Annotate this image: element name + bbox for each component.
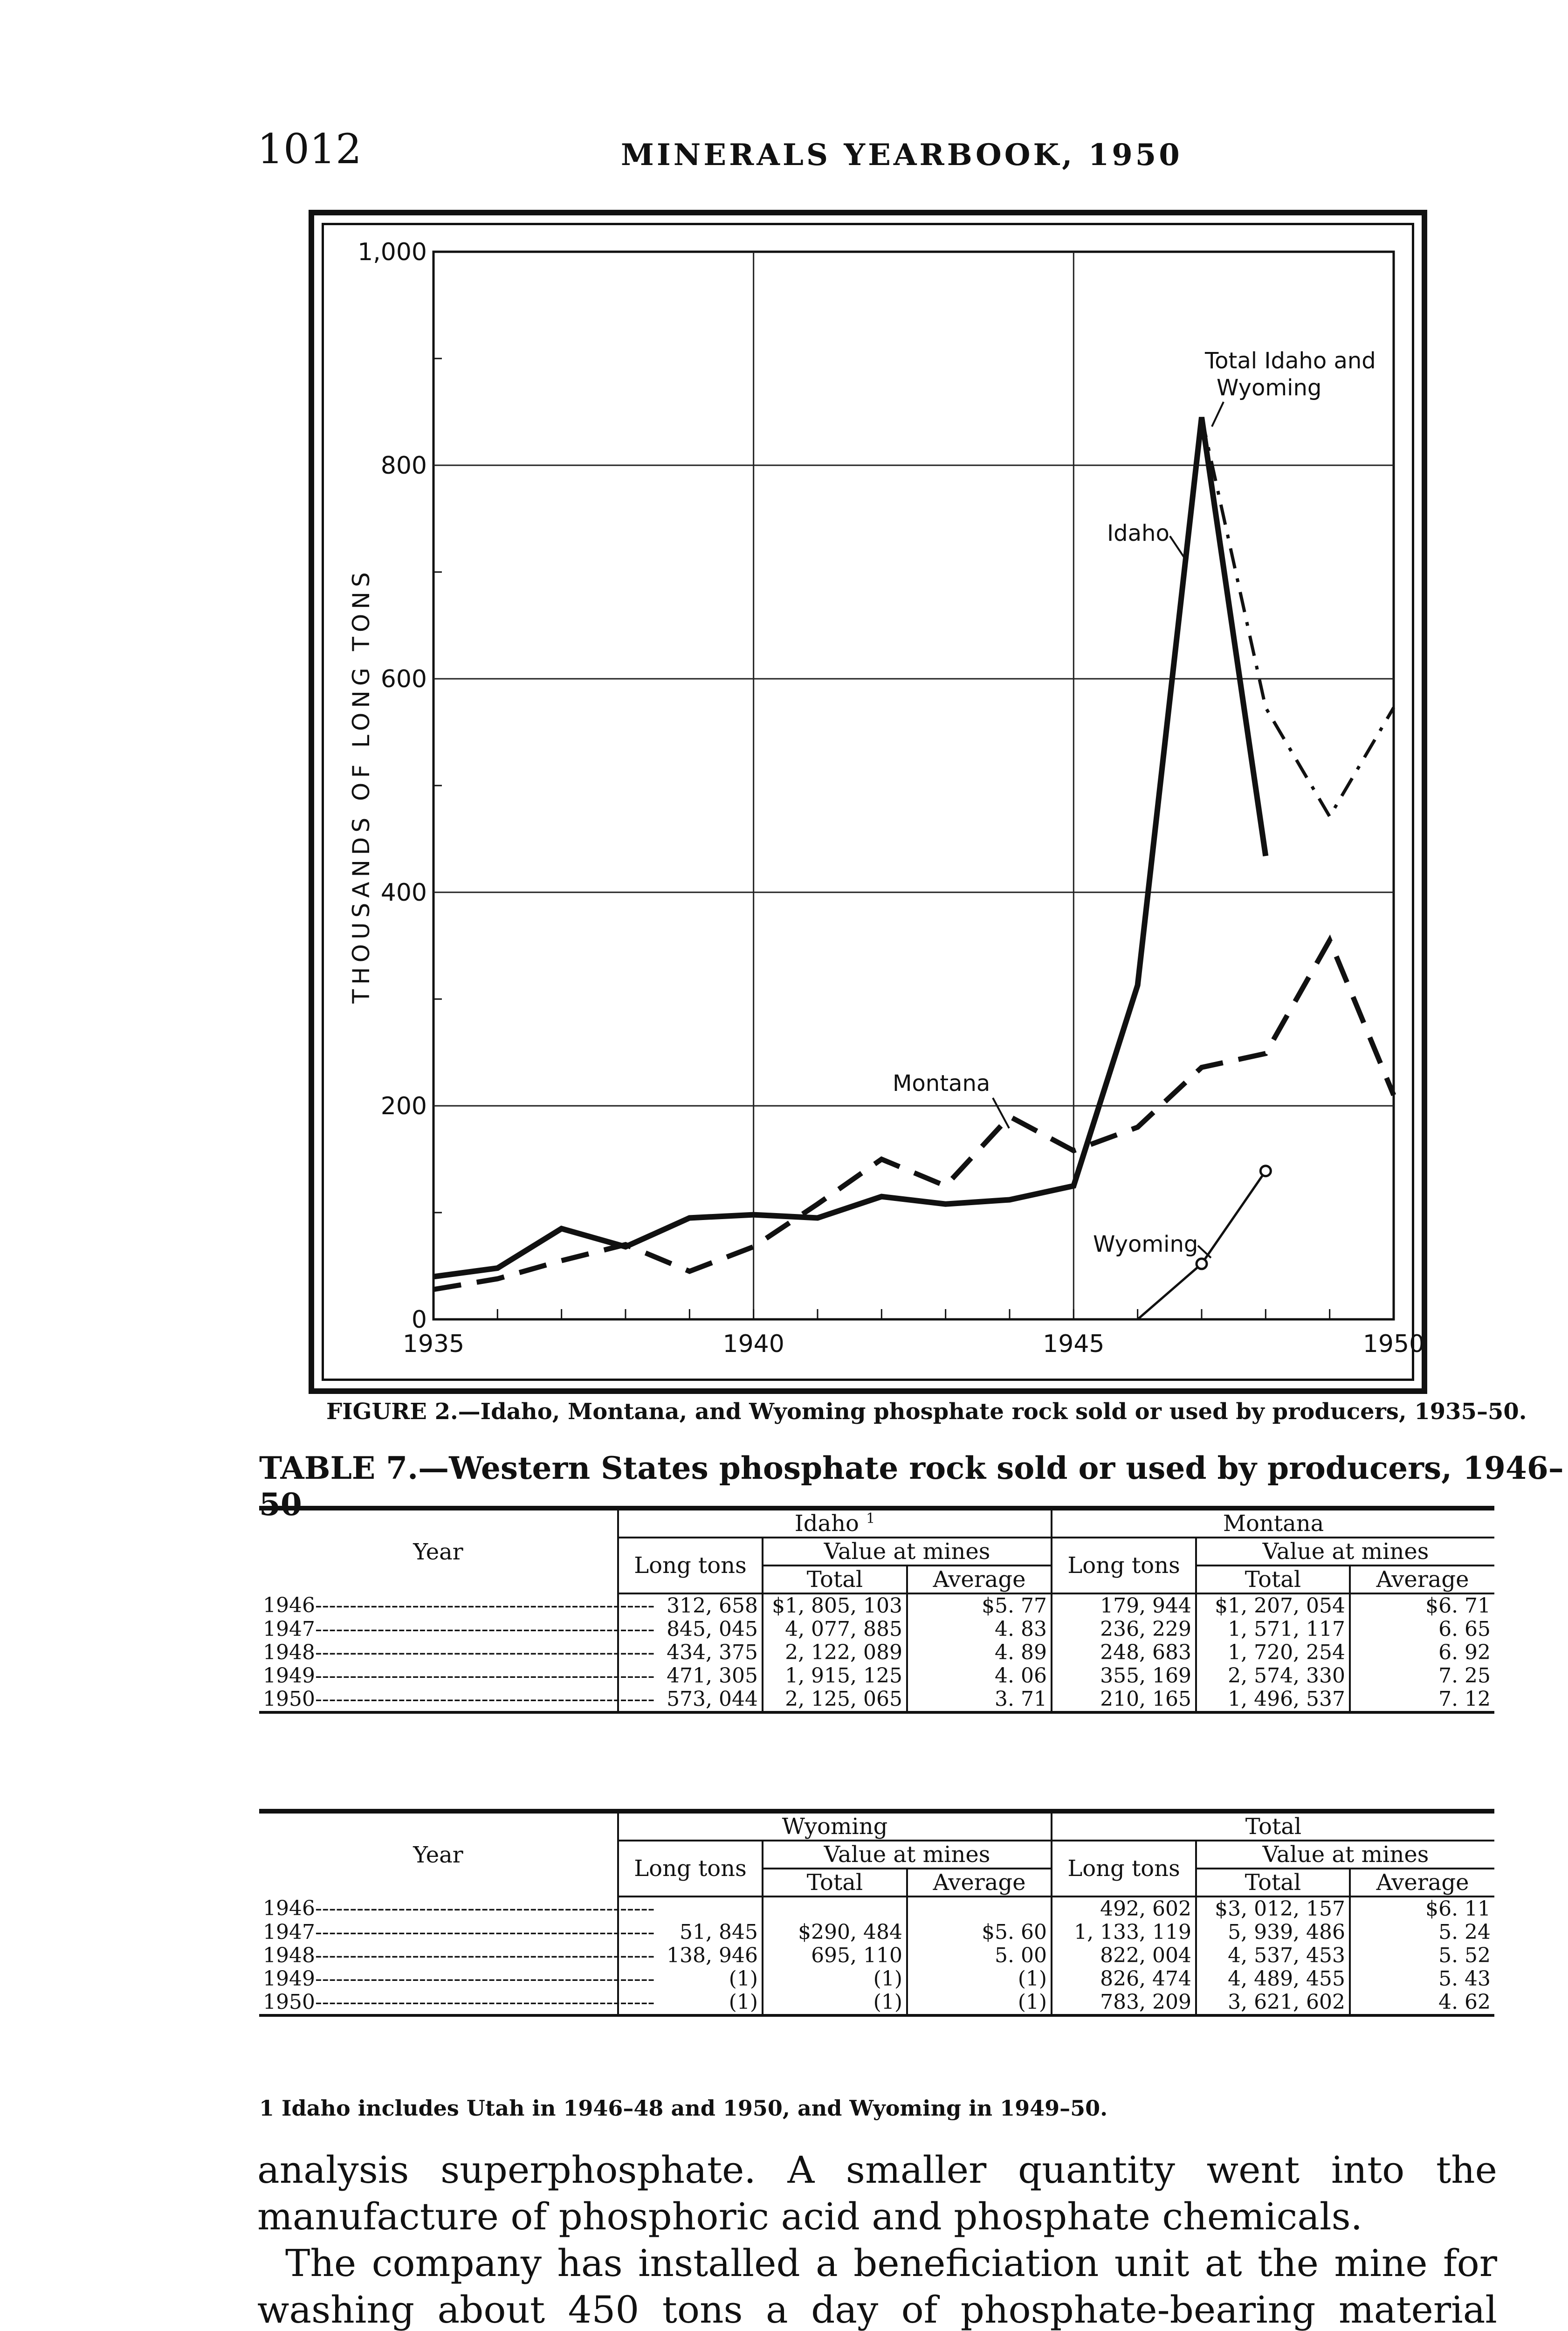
data-cell: 822, 004 xyxy=(1052,1944,1196,1967)
data-cell: 5. 00 xyxy=(907,1944,1052,1967)
body-text-1: analysis superphosphate. A smaller quantity went into the manufacture of phosphoric acid and phosphate chemicals. xyxy=(257,2148,1497,2238)
data-cell: 783, 209 xyxy=(1052,1991,1196,2015)
body-paragraph xyxy=(257,2147,1497,2331)
year-cell: 1947------------------------------------------------- xyxy=(263,1920,655,1944)
long-tons-header: Long tons xyxy=(618,1538,763,1593)
data-cell: 845, 045 xyxy=(618,1618,763,1641)
table-part-wyoming-total xyxy=(259,1809,1494,2017)
average-header: Average xyxy=(907,1869,1052,1897)
table-body-a xyxy=(259,1593,1494,1712)
leader-dots: ------------------------------------------------- xyxy=(315,1897,655,1920)
data-cell: 5. 24 xyxy=(1350,1921,1494,1944)
annotation-total-label: Total Idaho and xyxy=(1205,348,1376,374)
data-cell: $1, 805, 103 xyxy=(763,1593,907,1618)
data-cell: (1) xyxy=(618,1967,763,1991)
y-tick-label: 600 xyxy=(380,665,427,693)
data-cell: 4. 06 xyxy=(907,1664,1052,1688)
plot-area xyxy=(433,252,1394,1319)
year-cell: 1949------------------------------------------------- xyxy=(263,1664,655,1688)
data-cell: 6. 65 xyxy=(1350,1618,1494,1641)
data-cell: 695, 110 xyxy=(763,1944,907,1967)
leader-dots: ------------------------------------------------- xyxy=(315,1920,655,1944)
data-cell: 3. 71 xyxy=(907,1688,1052,1712)
data-cell: $290, 484 xyxy=(763,1921,907,1944)
data-cell xyxy=(907,1897,1052,1921)
data-cell: $3, 012, 157 xyxy=(1196,1897,1350,1921)
data-cell: 5. 43 xyxy=(1350,1967,1494,1991)
data-cell: 3, 621, 602 xyxy=(1196,1991,1350,2015)
long-tons-header: Long tons xyxy=(1052,1841,1196,1897)
long-tons-header: Long tons xyxy=(1052,1538,1196,1593)
table-part-idaho-montana xyxy=(259,1506,1494,1714)
group-header-wyoming: Wyoming xyxy=(618,1811,1052,1841)
data-cell: 1, 133, 119 xyxy=(1052,1921,1196,1944)
data-cell: 248, 683 xyxy=(1052,1641,1196,1664)
year-cell: 1949------------------------------------------------- xyxy=(263,1967,655,1991)
data-cell: 4, 077, 885 xyxy=(763,1618,907,1641)
data-cell: $6. 11 xyxy=(1350,1897,1494,1921)
figure-caption: FIGURE 2.—Idaho, Montana, and Wyoming phosphate rock sold or used by producers, 1935–50. xyxy=(326,1399,1527,1425)
leader-dots: ------------------------------------------------- xyxy=(315,1944,655,1967)
table-row xyxy=(259,1991,1494,2015)
total-header: Total xyxy=(1196,1869,1350,1897)
data-cell: $5. 77 xyxy=(907,1593,1052,1618)
average-header: Average xyxy=(907,1565,1052,1593)
data-cell: 4, 537, 453 xyxy=(1196,1944,1350,1967)
data-cell: 2, 574, 330 xyxy=(1196,1664,1350,1688)
data-cell: 4. 62 xyxy=(1350,1991,1494,2015)
leader-dots: ------------------------------------------------- xyxy=(315,1967,655,1991)
year-cell: 1950------------------------------------------------- xyxy=(259,1991,618,2015)
data-cell: 2, 122, 089 xyxy=(763,1641,907,1664)
data-point-wyoming xyxy=(1197,1259,1207,1269)
annotation-arrow xyxy=(993,1098,1009,1128)
chart-labels xyxy=(348,348,1376,1258)
y-tick-label: 0 xyxy=(411,1306,427,1334)
average-header: Average xyxy=(1350,1565,1494,1593)
data-point-wyoming xyxy=(1260,1166,1271,1176)
data-cell: $6. 71 xyxy=(1350,1593,1494,1618)
annotation-arrow xyxy=(1170,536,1184,557)
chart-series xyxy=(433,417,1394,1319)
year-cell: 1948------------------------------------------------- xyxy=(263,1944,655,1967)
x-tick-label: 1940 xyxy=(722,1330,784,1358)
data-cell: 2, 125, 065 xyxy=(763,1688,907,1712)
data-cell: 4. 83 xyxy=(907,1618,1052,1641)
leader-dots: ------------------------------------------------- xyxy=(315,1641,655,1664)
data-cell: 312, 658 xyxy=(618,1593,763,1618)
leader-dots: ------------------------------------------------- xyxy=(315,1990,655,2014)
y-axis-label: THOUSANDS OF LONG TONS xyxy=(348,567,375,1004)
long-tons-header: Long tons xyxy=(618,1841,763,1897)
data-cell: 5, 939, 486 xyxy=(1196,1921,1350,1944)
table-row xyxy=(259,1618,1494,1641)
table-row xyxy=(259,1944,1494,1967)
year-header: Year xyxy=(259,1811,618,1897)
total-header: Total xyxy=(763,1565,907,1593)
page-number: 1012 xyxy=(257,125,362,173)
data-cell: (1) xyxy=(907,1967,1052,1991)
data-cell: 179, 944 xyxy=(1052,1593,1196,1618)
x-tick-label: 1935 xyxy=(402,1330,465,1358)
group-header-montana: Montana xyxy=(1052,1508,1494,1538)
y-tick-label: 200 xyxy=(380,1092,427,1120)
y-tick-label: 1,000 xyxy=(358,238,427,266)
value-at-mines-header: Value at mines xyxy=(1196,1538,1494,1565)
data-cell: 7. 12 xyxy=(1350,1688,1494,1712)
table-row xyxy=(259,1593,1494,1618)
annotation-total-label-line2: Wyoming xyxy=(1217,375,1322,401)
data-cell: 492, 602 xyxy=(1052,1897,1196,1921)
total-header: Total xyxy=(763,1869,907,1897)
y-tick-label: 800 xyxy=(380,452,427,480)
data-cell: (1) xyxy=(763,1991,907,2015)
table-row xyxy=(259,1641,1494,1664)
data-cell: (1) xyxy=(763,1967,907,1991)
data-cell: 5. 52 xyxy=(1350,1944,1494,1967)
chart-grid xyxy=(433,252,1394,1319)
data-cell: 355, 169 xyxy=(1052,1664,1196,1688)
annotation-arrow xyxy=(1212,402,1224,427)
data-cell: 236, 229 xyxy=(1052,1618,1196,1641)
x-tick-label: 1945 xyxy=(1043,1330,1105,1358)
table-footnote: 1 Idaho includes Utah in 1946–48 and 1950, and Wyoming in 1949–50. xyxy=(259,2096,1108,2121)
data-cell: 826, 474 xyxy=(1052,1967,1196,1991)
year-cell: 1948------------------------------------------------- xyxy=(263,1641,655,1664)
body-text-2: The company has installed a beneficiation unit at the mine for washing about 450 tons a day of phosphate-bearing material xyxy=(257,2241,1497,2331)
table-row xyxy=(259,1688,1494,1712)
leader-dots: ------------------------------------------------- xyxy=(315,1617,655,1641)
x-tick-label: 1950 xyxy=(1362,1330,1425,1358)
table-row xyxy=(259,1921,1494,1944)
table-row xyxy=(259,1967,1494,1991)
value-at-mines-header: Value at mines xyxy=(1196,1841,1494,1869)
leader-dots: ------------------------------------------------- xyxy=(315,1664,655,1688)
table-title: TABLE 7.—Western States phosphate rock sold or used by producers, 1946–50 xyxy=(259,1450,1564,1523)
data-cell: 138, 946 xyxy=(618,1944,763,1967)
table-body-b xyxy=(259,1897,1494,2015)
data-cell: 4. 89 xyxy=(907,1641,1052,1664)
year-cell: 1950------------------------------------------------- xyxy=(259,1688,618,1712)
chart-ticks xyxy=(358,238,1424,1358)
group-header-total: Total xyxy=(1052,1811,1494,1841)
data-cell: $5. 60 xyxy=(907,1921,1052,1944)
leader-dots: ------------------------------------------------- xyxy=(315,1687,655,1711)
data-cell: $1, 207, 054 xyxy=(1196,1593,1350,1618)
table-row xyxy=(259,1664,1494,1688)
data-cell: 1, 496, 537 xyxy=(1196,1688,1350,1712)
leader-dots: ------------------------------------------------- xyxy=(315,1593,655,1617)
year-cell: 1946------------------------------------------------- xyxy=(263,1897,655,1920)
value-at-mines-header: Value at mines xyxy=(763,1841,1052,1869)
series-line-montana xyxy=(433,940,1394,1290)
data-cell: 210, 165 xyxy=(1052,1688,1196,1712)
annotation-idaho-label: Idaho xyxy=(1107,520,1169,546)
data-cell xyxy=(763,1897,907,1921)
data-cell: 434, 375 xyxy=(618,1641,763,1664)
year-cell: 1946------------------------------------------------- xyxy=(263,1593,655,1617)
data-cell: 1, 915, 125 xyxy=(763,1664,907,1688)
table-row xyxy=(259,1897,1494,1921)
value-at-mines-header: Value at mines xyxy=(763,1538,1052,1565)
year-header: Year xyxy=(259,1508,618,1593)
data-cell: 573, 044 xyxy=(618,1688,763,1712)
data-cell: 7. 25 xyxy=(1350,1664,1494,1688)
annotation-montana-label: Montana xyxy=(893,1070,990,1097)
data-cell: 6. 92 xyxy=(1350,1641,1494,1664)
annotation-wyoming-label: Wyoming xyxy=(1093,1231,1198,1257)
group-header-idaho: Idaho $^1$ xyxy=(618,1508,1052,1538)
total-header: Total xyxy=(1196,1565,1350,1593)
running-title: MINERALS YEARBOOK, 1950 xyxy=(621,138,1183,172)
data-cell: 51, 845 xyxy=(618,1921,763,1944)
data-cell: 471, 305 xyxy=(618,1664,763,1688)
data-cell: 4, 489, 455 xyxy=(1196,1967,1350,1991)
y-tick-label: 400 xyxy=(380,879,427,907)
data-cell: 1, 720, 254 xyxy=(1196,1641,1350,1664)
average-header: Average xyxy=(1350,1869,1494,1897)
data-cell: (1) xyxy=(907,1991,1052,2015)
data-cell: (1) xyxy=(618,1991,763,2015)
year-cell: 1947------------------------------------------------- xyxy=(263,1617,655,1641)
data-cell: 1, 571, 117 xyxy=(1196,1618,1350,1641)
